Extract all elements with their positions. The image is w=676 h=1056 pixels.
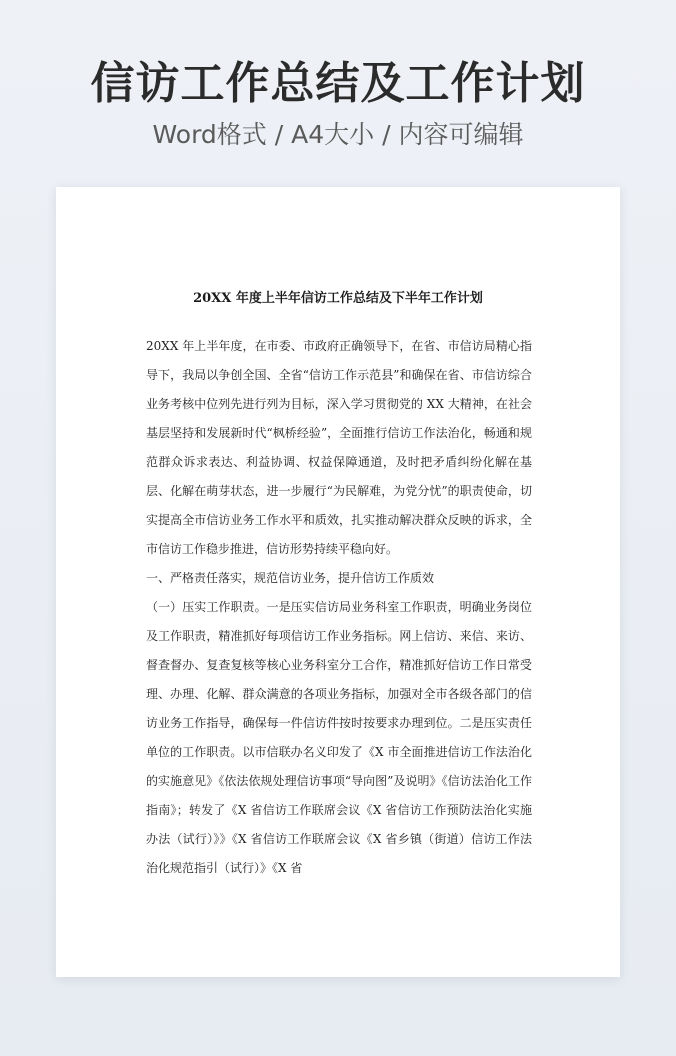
banner-subtitle: Word格式 / A4大小 / 内容可编辑 <box>152 120 524 149</box>
banner-title: 信访工作总结及工作计划 <box>90 58 586 109</box>
section-heading: 一、严格责任落实，规范信访业务，提升信访工作质效 <box>146 571 435 585</box>
paragraph-intro: 20XX 年上半年度，在市委、市政府正确领导下，在省、市信访局精心指导下，我局以争创全国、全省“信访工作示范县”和确保在省、市信访综合业务考核中位列先进行列为目标，深入学习贯彻党的 XX 大精神，在社会基层坚持和发展新时代“枫桥经验”，全面推行信访工作法治化，畅通和规范群众诉求表达、利益协调、权益保障通道，及时把矛盾纠纷化解在基层、化解在萌芽状态，进一步履行“为民解难，为党分忧”的职责使命，切实提高全市信访业务工作水平和质效，扎实推动解决群众反映的诉求，全市信访工作稳步推进，信访形势持续平稳向好。 <box>146 339 532 556</box>
document-page <box>56 187 620 977</box>
banner <box>0 0 676 170</box>
document-title: 20XX 年度上半年信访工作总结及下半年工作计划 <box>193 291 483 306</box>
paragraph-duties: （一）压实工作职责。一是压实信访局业务科室工作职责，明确业务岗位及工作职责，精准抓好每项信访工作业务指标。网上信访、来信、来访、督查督办、复查复核等核心业务科室分工合作，精准抓好信访工作日常受理、办理、化解、群众满意的各项业务指标，加强对全市各级各部门的信访业务工作指导，确保每一件信访件按时按要求办理到位。二是压实责任单位的工作职责。以市信联办名义印发了《X 市全面推进信访工作法治化的实施意见》《依法依规处理信访事项“导向图”及说明》《信访法治化工作指南》；转发了《X 省信访工作联席会议《X 省信访工作预防法治化实施办法（试行）》》《X 省信访工作联席会议《X 省乡镇（街道）信访工作法治化规范指引（试行）》《X 省 <box>146 600 532 875</box>
document-body <box>146 332 532 883</box>
